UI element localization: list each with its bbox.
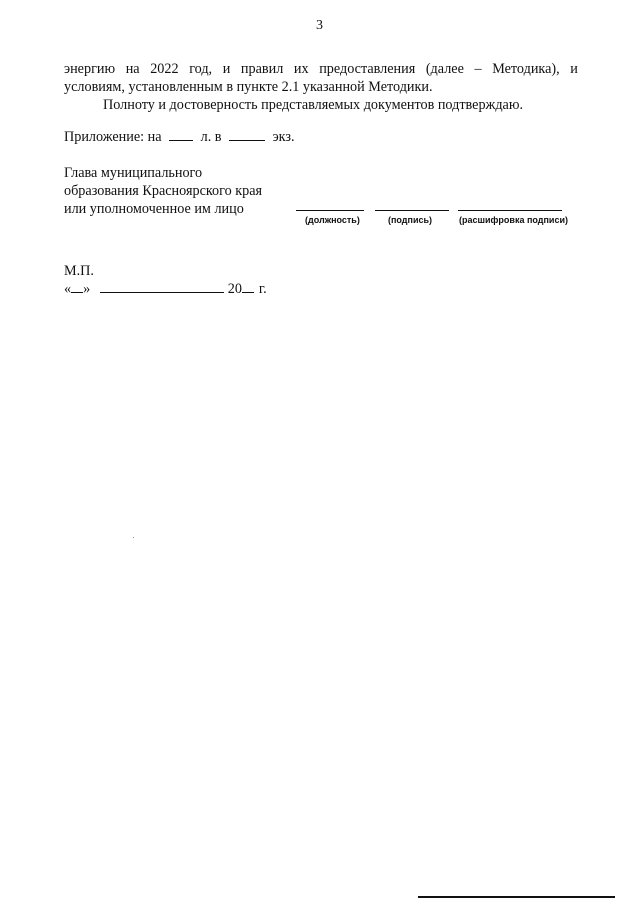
year-suffix: г. — [258, 281, 267, 297]
paragraph-line-3: Полноту и достоверность представляемых документов подтверждаю. — [103, 97, 523, 113]
scan-speck — [133, 537, 134, 538]
date-close-quote: » — [83, 281, 91, 297]
signatory-line-1: Глава муниципального — [64, 165, 203, 181]
signature-line — [375, 210, 449, 211]
word: Методика), — [492, 61, 560, 77]
signatory-line-3: или уполномоченное им лицо — [64, 201, 244, 217]
word: правил — [240, 61, 284, 77]
word: год, — [189, 61, 213, 77]
word: и — [570, 61, 578, 77]
word: (далее — [425, 61, 464, 77]
word: их — [293, 61, 309, 77]
attachment-suffix: экз. — [272, 129, 295, 145]
footer-rule — [418, 896, 615, 898]
year-blank — [242, 280, 254, 293]
word: – — [474, 61, 482, 77]
word: энергию — [64, 61, 116, 77]
month-blank — [100, 280, 224, 293]
attachment-line — [64, 128, 295, 146]
caption-decoding: (расшифровка подписи) — [459, 215, 568, 225]
day-blank — [71, 280, 83, 293]
seal-label: М.П. — [64, 263, 94, 279]
word: предоставления — [319, 61, 416, 77]
date-line — [64, 280, 267, 298]
decoding-line — [458, 210, 562, 211]
caption-position: (должность) — [305, 215, 360, 225]
sheets-blank — [169, 128, 193, 141]
caption-signature: (подпись) — [388, 215, 433, 225]
page-number: 3 — [316, 18, 323, 33]
word: на — [125, 61, 140, 77]
position-line — [296, 210, 364, 211]
attachment-mid: л. в — [200, 129, 222, 145]
paragraph-line-1 — [64, 60, 578, 78]
year-prefix: 20 — [227, 281, 242, 297]
signatory-line-2: образования Красноярского края — [64, 183, 263, 199]
paragraph-line-2: условиям, установленным в пункте 2.1 указанной Методики. — [64, 79, 433, 95]
date-open-quote: « — [64, 281, 72, 297]
attachment-prefix: Приложение: на — [64, 129, 162, 145]
word: 2022 — [150, 61, 179, 77]
word: и — [222, 61, 231, 77]
copies-blank — [229, 128, 265, 141]
